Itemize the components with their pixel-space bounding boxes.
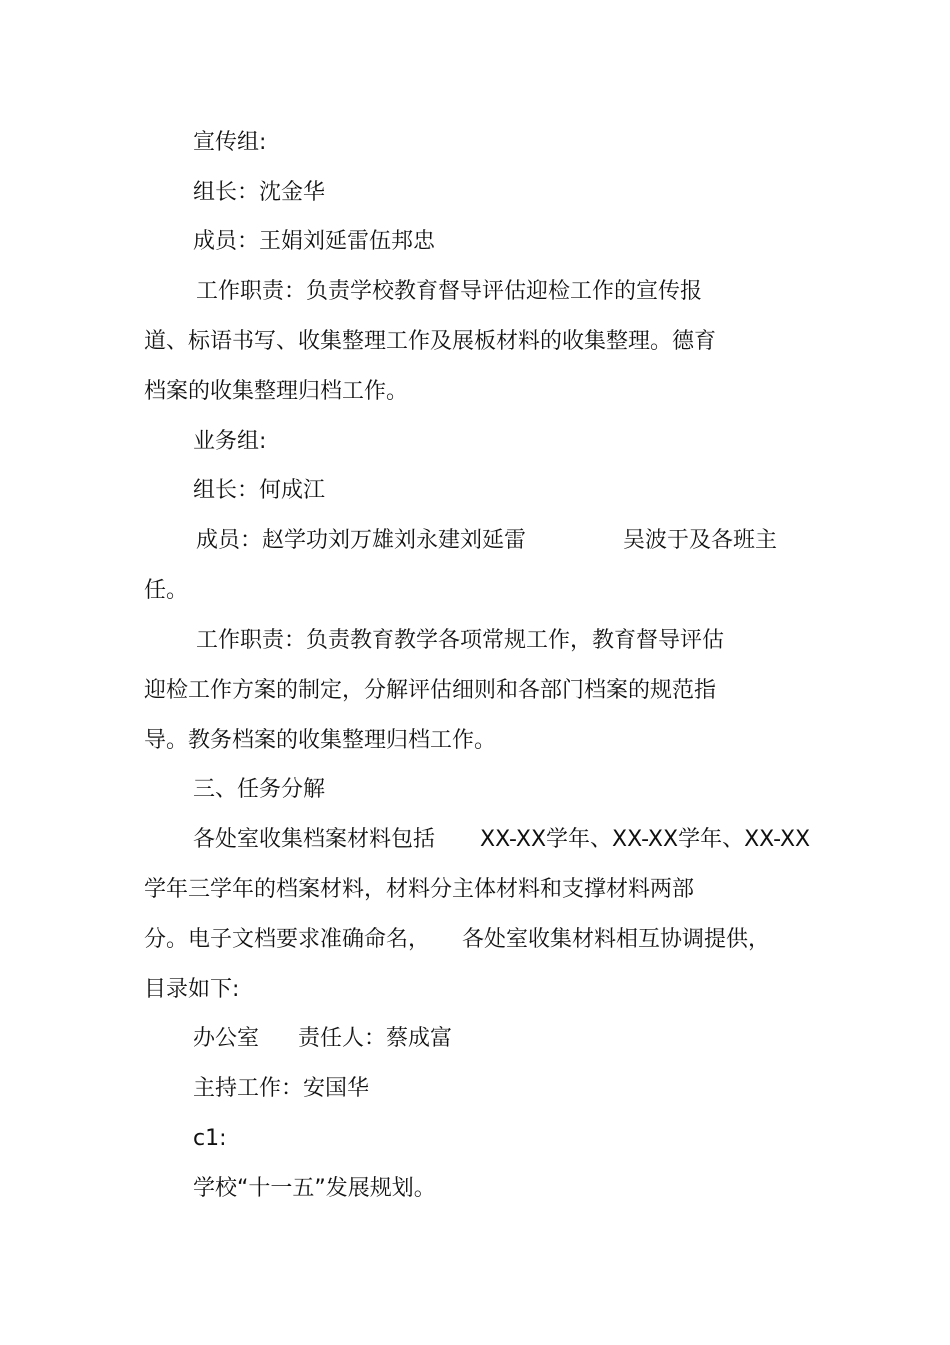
section-heading-publicity: 宣传组:: [193, 130, 267, 155]
business-duty-line-3: 导。教务档案的收集整理归档工作。: [144, 728, 497, 753]
task-paragraph-line-2: 学年三学年的档案材料，材料分主体材料和支撑材料两部: [144, 877, 695, 902]
item-plan: 学校“十一五”发展规划。: [193, 1176, 436, 1201]
office-host: 主持工作：安国华: [193, 1076, 370, 1101]
task-paragraph-line-4: 目录如下:: [144, 977, 240, 1002]
publicity-duty-line-1: 工作职责：负责学校教育督导评估迎检工作的宣传报: [196, 279, 703, 304]
office-responsible: 责任人：蔡成富: [298, 1026, 453, 1051]
publicity-duty-line-2: 道、标语书写、收集整理工作及展板材料的收集整理。德育: [144, 329, 717, 354]
section-heading-task-breakdown: 三、任务分解: [193, 777, 326, 802]
task-paragraph-line-1b: XX-XX学年、XX-XX学年、XX-XX: [480, 827, 811, 852]
section-heading-business: 业务组:: [193, 429, 267, 454]
office-name: 办公室: [193, 1026, 260, 1051]
publicity-members: 成员：王娟刘延雷伍邦忠: [193, 229, 436, 254]
item-code-c1: c1:: [193, 1126, 227, 1151]
business-members-part-1: 成员：赵学功刘万雄刘永建刘延雷: [196, 528, 527, 553]
publicity-leader: 组长：沈金华: [193, 180, 326, 205]
task-paragraph-line-3b: 各处室收集材料相互协调提供，: [462, 927, 771, 952]
business-duty-line-1: 工作职责：负责教育教学各项常规工作，教育督导评估: [196, 628, 725, 653]
business-members-part-2: 吴波于及各班主: [623, 528, 778, 553]
business-duty-line-2: 迎检工作方案的制定，分解评估细则和各部门档案的规范指: [144, 678, 717, 703]
task-paragraph-line-3a: 分。电子文档要求准确命名，: [144, 927, 431, 952]
business-leader: 组长：何成江: [193, 478, 326, 503]
publicity-duty-line-3: 档案的收集整理归档工作。: [144, 379, 409, 404]
business-members-part-3: 任。: [144, 578, 189, 603]
task-paragraph-line-1a: 各处室收集档案材料包括: [193, 827, 436, 852]
